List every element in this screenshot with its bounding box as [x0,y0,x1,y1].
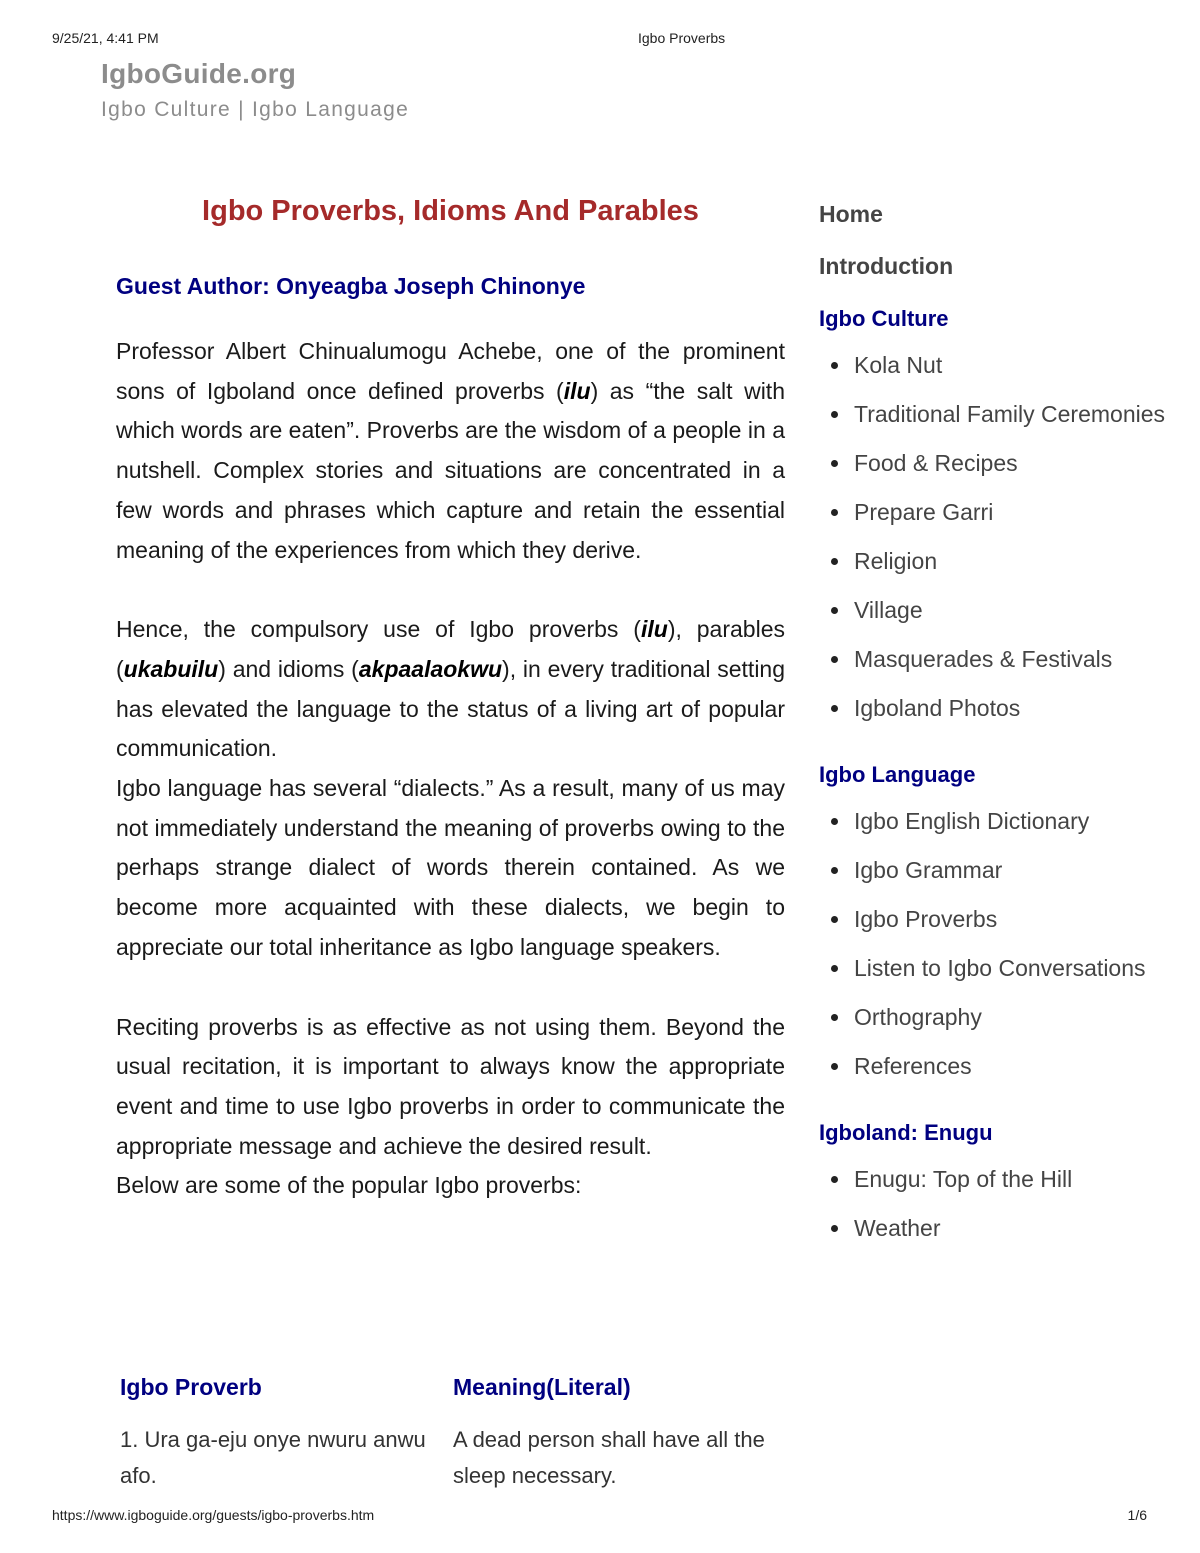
term-ilu: ilu [563,377,591,404]
proverb-table [116,1368,785,1498]
print-page-number: 1/6 [1127,1507,1147,1523]
sidebar-item-traditional-family-ceremonies[interactable]: Traditional Family Ceremonies [819,391,1179,438]
sidebar-item-prepare-garri[interactable]: Prepare Garri [819,489,1179,536]
print-url: https://www.igboguide.org/guests/igbo-proverbs.htm [52,1507,375,1523]
sidebar-link-introduction[interactable]: Introduction [819,253,954,279]
column-header-meaning: Meaning(Literal) [453,1374,631,1400]
print-footer [0,1507,1200,1527]
article-title: Igbo Proverbs, Idioms And Parables [202,195,699,227]
sidebar-section-igbo-language: Igbo Language [819,762,976,787]
column-header-proverb: Igbo Proverb [120,1374,262,1400]
print-header [0,30,1200,50]
term-ukabuilu: ukabuilu [123,655,219,682]
sidebar-list-igboland-enugu [819,1156,1179,1252]
print-date: 9/25/21, 4:41 PM [52,30,159,46]
sidebar-item-listen-to-igbo-conversations[interactable]: Listen to Igbo Conversations [819,945,1179,992]
sidebar-list-igbo-language [819,798,1179,1090]
sidebar-section-igboland-enugu: Igboland: Enugu [819,1120,993,1145]
meaning-cell: A dead person shall have all the sleep necessary. [453,1427,765,1488]
sidebar-nav [819,196,1179,1254]
sidebar-item-references[interactable]: References [819,1043,1179,1090]
paragraph-dialects: Igbo language has several “dialects.” As a result, many of us may not immediately understand the meaning of proverbs owing to the perhaps strange dialect of words therein contained. As we become more acquainted with these dialects, we begin to appreciate our total inheritance as Igbo language speakers. [116,775,785,960]
sidebar-item-food-recipes[interactable]: Food & Recipes [819,440,1179,487]
sidebar-item-igboland-photos[interactable]: Igboland Photos [819,685,1179,732]
term-ilu: ilu [640,616,668,643]
proverb-cell: 1. Ura ga-eju onye nwuru anwu afo. [120,1427,426,1488]
term-akpaalaokwu: akpaalaokwu [358,655,503,682]
sidebar-link-home[interactable]: Home [819,201,883,227]
paragraph-intro: Professor Albert Chinualumogu Achebe, one of the prominent sons of Igboland once defined proverbs (ilu) as “the salt with which words are eaten”. Proverbs are the wisdom of a people in a nutshell. Complex stories and situations are concentrated in a few words and phrases which capture and retain the essential meaning of the experiences from which they derive. [116,338,785,563]
paragraph-reciting: Reciting proverbs is as effective as not using them. Beyond the usual recitation, it is important to always know the appropriate event and time to use Igbo proverbs in order to communicate the appropriate message and achieve the desired result. [116,1013,785,1159]
sidebar-item-igbo-english-dictionary[interactable]: Igbo English Dictionary [819,798,1179,845]
article-author: Guest Author: Onyeagba Joseph Chinonye [116,273,586,299]
sidebar-item-kola-nut[interactable]: Kola Nut [819,342,1179,389]
paragraph-list-intro: Below are some of the popular Igbo proverbs: [116,1172,582,1199]
table-row [116,1418,785,1498]
sidebar-section-igbo-culture: Igbo Culture [819,306,949,331]
sidebar-item-igbo-grammar[interactable]: Igbo Grammar [819,847,1179,894]
sidebar-item-masquerades-festivals[interactable]: Masquerades & Festivals [819,636,1179,683]
paragraph-usage: Hence, the compulsory use of Igbo proverbs (ilu), parables (ukabuilu) and idioms (akpaalaokwu), in every traditional setting has elevated the language to the status of a living art of popular communication. [116,616,786,762]
sidebar-item-weather[interactable]: Weather [819,1205,1179,1252]
sidebar-item-orthography[interactable]: Orthography [819,994,1179,1041]
sidebar-item-village[interactable]: Village [819,587,1179,634]
main-content [116,190,785,1206]
print-page-title: Igbo Proverbs [638,30,726,46]
sidebar-item-enugu-top-of-the-hill[interactable]: Enugu: Top of the Hill [819,1156,1179,1203]
proverb-table-header [116,1368,785,1418]
sidebar-item-igbo-proverbs[interactable]: Igbo Proverbs [819,896,1179,943]
sidebar-item-religion[interactable]: Religion [819,538,1179,585]
site-tagline: Igbo Culture | Igbo Language [101,98,410,121]
site-name[interactable]: IgboGuide.org [101,58,297,89]
sidebar-list-igbo-culture [819,342,1179,732]
